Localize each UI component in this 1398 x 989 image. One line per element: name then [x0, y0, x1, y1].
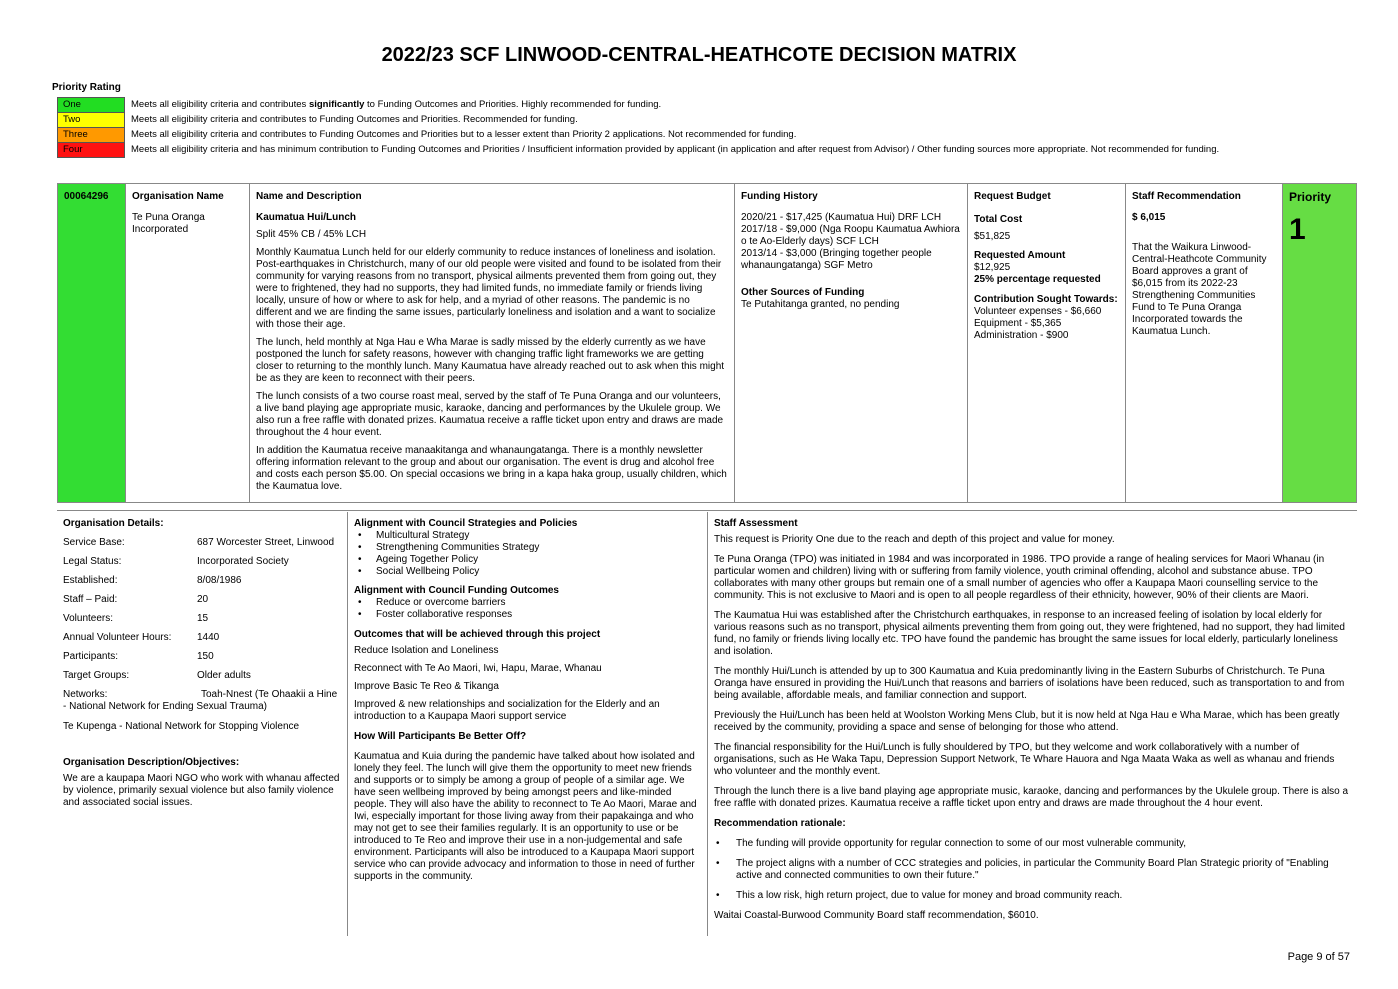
priority-rating-heading: Priority Rating [52, 82, 121, 93]
rationale-item: • This a low risk, high return project, due to value for money and broad community reach. [714, 890, 1351, 902]
description-paragraph: The lunch, held monthly at Nga Hau e Wha Marae is sadly missed by the elderly currently as we have postponed the lunch for safety reasons, however with changing traffic light frameworks we are getting closer to returning to the monthly lunch. Many Kaumatua have already reached out to ask when this might be as they are keen to reconnect with their peers. [256, 337, 725, 384]
staff-assessment-heading: Staff Assessment [714, 518, 798, 529]
outcomes-list [356, 597, 701, 621]
rationale-item: • The funding will provide opportunity for regular connection to some of our most vulnerable community, [714, 838, 1351, 850]
staff-amount: $ 6,015 [1132, 212, 1166, 223]
priority-description [125, 113, 1317, 128]
achieved-heading: Outcomes that will be achieved through this project [354, 629, 601, 640]
priority-column [1283, 184, 1356, 502]
outcome-item: • Foster collaborative responses [356, 609, 701, 621]
org-details-rows [63, 537, 341, 682]
alignment-column [348, 512, 708, 936]
page-title: 2022/23 SCF LINWOOD-CENTRAL-HEATHCOTE DECISION MATRIX [381, 44, 1017, 66]
contribution-item: Administration - $900 [974, 330, 1069, 341]
assessment-paragraph: Te Puna Oranga (TPO) was initiated in 1984 and was incorporated in 1986. TPO provide a range of healing services for Maori Whanau (in particular women and children) living with or suffering from family violence, youth criminal offending, alcohol and substance abuse. TPO collaborates with many other groups but remain one of a small number of agencies who offer a Kaupapa Maori counselling service to the community. This is not exclusive to Maori and is open to all people regardless of their ethnicity, however, 90% of their clients are Maori. [714, 554, 1325, 601]
objectives-text: We are a kaupapa Maori NGO who work with whanau affected by violence, primarily sexual violence but also family violence and associated social issues. [63, 773, 340, 808]
org-detail-value: 20 [197, 594, 209, 605]
assessment-paragraph: This request is Priority One due to the reach and depth of this project and value for money. [714, 534, 1115, 545]
outcome-item: • Reduce or overcome barriers [356, 597, 701, 609]
strategy-item: • Social Wellbeing Policy [356, 566, 701, 578]
priority-swatch: Two [58, 113, 125, 128]
priority-text: Meets all eligibility criteria and contributes to Funding Outcomes and Priorities. Recommended for funding. [131, 113, 578, 125]
strategies-heading: Alignment with Council Strategies and Policies [354, 518, 578, 529]
priority-text: Meets all eligibility criteria and has minimum contribution to Funding Outcomes and Priorities / Insufficient information provided by applicant (in application and after request from Advisor) / Other funding sources more appropriate. Not recommended for funding. [131, 143, 1220, 155]
contribution-label: Contribution Sought Towards: [974, 294, 1118, 305]
other-sources: Te Putahitanga granted, no pending [741, 299, 900, 310]
description-paragraphs [256, 247, 728, 493]
details-section [57, 512, 1357, 936]
contribution-item: Equipment - $5,365 [974, 318, 1062, 329]
org-detail-label: Annual Volunteer Hours: [63, 632, 172, 643]
request-budget-header: Request Budget [974, 191, 1051, 202]
networks-value-1: Toah-Nnest (Te Ohaakii a Hine - National Network for Ending Sexual Trauma) [63, 689, 338, 712]
percentage-requested: 25% percentage requested [974, 274, 1101, 285]
better-off-heading: How Will Participants Be Better Off? [354, 731, 527, 742]
assessment-paragraph: Previously the Hui/Lunch has been held at Woolston Working Mens Club, but it is now held at Nga Hau e Wha Marae, which has been greatly received by the community, providing a space and sense of belonging for those who attend. [714, 710, 1340, 733]
staff-assessment-column [708, 512, 1357, 936]
strategy-item: • Multicultural Strategy [356, 530, 701, 542]
priority-description [125, 128, 1317, 143]
assessment-paragraph: The Kaumatua Hui was established after the Christchurch earthquakes, in response to an increased feeling of isolation by local elderly for various reasons such as no transport, physical ailments preventing them from going out, they were frightened, had no support, they had limited fund, no family or friends living locally etc. TPO have found the pandemic has brought the same issues for local elderly, particularly loneliness and isolation. [714, 610, 1345, 657]
achieved-item: Improve Basic Te Reo & Tikanga [354, 681, 499, 692]
requested-amount-label: Requested Amount [974, 250, 1066, 261]
org-detail-label: Established: [63, 575, 118, 586]
description-paragraph: The lunch consists of a two course roast meal, served by the staff of Te Puna Oranga and our volunteers, a live band playing age appropriate music, karaoke, dancing and performances by the Ukulele group. We also run a free raffle with donated prizes. Kaumatua receive a raffle ticket upon entry and draws are made throughout the 4 hour event. [256, 391, 724, 438]
priority-emphasis: significantly [308, 98, 365, 110]
networks-label: Networks: [63, 689, 108, 700]
priority-rating-row [58, 128, 1317, 143]
staff-recommendation-header: Staff Recommendation [1132, 191, 1241, 202]
funding-history-list [741, 212, 961, 272]
section-divider [57, 510, 1357, 511]
request-budget-column [968, 184, 1126, 502]
priority-text: Meets all eligibility criteria and contributes [131, 98, 309, 110]
achieved-item: Reduce Isolation and Loneliness [354, 645, 499, 656]
page-number: Page 9 of 57 [1287, 951, 1350, 963]
organisation-column [126, 184, 250, 502]
org-name: Te Puna Oranga Incorporated [132, 212, 205, 235]
staff-recommendation-column [1126, 184, 1283, 502]
requested-amount: $12,925 [974, 262, 1011, 273]
strategy-item: • Strengthening Communities Strategy [356, 542, 701, 554]
priority-swatch: Three [58, 128, 125, 143]
priority-value: 1 [1289, 213, 1306, 246]
better-off-text: Kaumatua and Kuia during the pandemic have talked about how isolated and lonely they feel. The lunch will give them the opportunity to meet new friends and supports or to simply be among a group of people of a similar age. We have seen wellbeing improved by being amongst peers and like-minded people. They will also have the ability to reconnect to Te Ao Maori, Marae and Iwi, especially important for those living away from their papakainga and who may not get to see their families regularly. It is an opportunity to use or be introduced to Te Reo and improve their use in a non-judgemental and safe environment. Participants will also be introduced to a Kaupapa Maori support service who can provide advocacy and information to those in need of further supports in the community. [354, 751, 697, 882]
priority-text-tail: to Funding Outcomes and Priorities. Highly recommended for funding. [364, 98, 662, 110]
funding-history-item: 2020/21 - $17,425 (Kaumatua Hui) DRF LCH [741, 212, 942, 223]
org-detail-row [63, 651, 341, 663]
description-paragraph: In addition the Kaumatua receive manaakitanga and whanaungatanga. There is a monthly newsletter offering information relevant to the group and about our organisation. The event is drug and alcohol free and costs each person $5.00. On special occasions we bring in a kapa haka group, usually children, which the Kaumatua love. [256, 445, 727, 492]
priority-label: Priority [1289, 190, 1332, 204]
strategies-list [356, 530, 701, 578]
priority-rating-row [58, 98, 1317, 113]
assessment-paragraph: The financial responsibility for the Hui/Lunch is fully shouldered by TPO, but they welcome and work collaboratively with a number of organisations, such as He Waka Tapu, Depression Support Network, Te Whare Hauora and Nga Maata Waka as well as whanau and friends who volunteer and the monthly event. [714, 742, 1335, 777]
application-box [57, 183, 1357, 503]
other-sources-header: Other Sources of Funding [741, 287, 865, 298]
assessment-paragraph: Through the lunch there is a live band playing age appropriate music, karaoke, dancing and performances by the Ukulele group. There is also a free raffle with donated prizes. Kaumatua receive a raffle ticket upon entry and draws are made throughout the 4 hour event. [714, 786, 1349, 809]
priority-text: Meets all eligibility criteria and contributes to Funding Outcomes and Priorities but to a lesser extent than Priority 2 applications. Not recommended for funding. [131, 128, 797, 140]
description-column [250, 184, 735, 502]
objectives-heading: Organisation Description/Objectives: [63, 757, 240, 768]
organisation-details-column [57, 512, 348, 936]
org-detail-value: Older adults [197, 670, 251, 681]
funding-history-column [735, 184, 968, 502]
priority-swatch: One [58, 98, 125, 113]
strategy-item: • Ageing Together Policy [356, 554, 701, 566]
org-detail-label: Participants: [63, 651, 119, 662]
project-name: Kaumatua Hui/Lunch [256, 212, 357, 223]
org-details-heading: Organisation Details: [63, 518, 164, 529]
org-detail-value: 150 [197, 651, 214, 662]
org-detail-label: Target Groups: [63, 670, 130, 681]
rationale-heading: Recommendation rationale: [714, 818, 846, 829]
rationale-item: • The project aligns with a number of CCC strategies and policies, in particular the Community Board Plan Strategic priority of "Enabling active and connected communities to own their future." [714, 858, 1351, 882]
priority-description [125, 143, 1317, 158]
achieved-list [354, 645, 701, 723]
priority-swatch: Four [58, 143, 125, 158]
org-detail-value: Incorporated Society [197, 556, 289, 567]
funding-history-header: Funding History [741, 191, 818, 202]
org-detail-label: Staff – Paid: [63, 594, 118, 605]
org-detail-value: 687 Worcester Street, Linwood [197, 537, 335, 548]
funding-history-item: 2013/14 - $3,000 (Bringing together people whanaungatanga) SGF Metro [741, 248, 932, 271]
staff-recommendation-text: That the Waikura Linwood-Central-Heathcote Community Board approves a grant of $6,015 from its 2022-23 Strengthening Communities Fund to Te Puna Oranga Incorporated towards the Kaumatua Lunch. [1132, 242, 1267, 337]
assessment-paragraph: The monthly Hui/Lunch is attended by up to 300 Kaumatua and Kuia predominantly living in the Eastern Suburbs of Christchurch. Te Puna Oranga have ensured in providing the Hui/Lunch that reasons and barriers of isolations have been reduced, such as transportation to and from being available, affordable meals, and familiar connection and support. [714, 666, 1345, 701]
assessment-footer: Waitai Coastal-Burwood Community Board staff recommendation, $6010. [714, 910, 1039, 921]
description-header: Name and Description [256, 191, 362, 202]
networks-value-2: Te Kupenga - National Network for Stopping Violence [63, 721, 300, 732]
achieved-item: Improved & new relationships and socialization for the Elderly and an introduction to a Kaupapa Maori support service [354, 699, 660, 722]
org-detail-row [63, 670, 341, 682]
org-detail-row [63, 556, 341, 568]
application-id: 00064296 [58, 184, 126, 502]
priority-rating-row [58, 143, 1317, 158]
org-detail-label: Service Base: [63, 537, 125, 548]
contribution-item: Volunteer expenses - $6,660 [974, 306, 1102, 317]
priority-rating-row [58, 113, 1317, 128]
rationale-list [714, 838, 1351, 902]
org-detail-row [63, 575, 341, 587]
funding-history-item: 2017/18 - $9,000 (Nga Roopu Kaumatua Awhiora o te Ao-Elderly days) SCF LCH [741, 224, 960, 247]
org-detail-value: 1440 [197, 632, 220, 643]
org-detail-value: 8/08/1986 [197, 575, 242, 586]
org-detail-row [63, 613, 341, 625]
org-detail-row [63, 632, 341, 644]
total-cost: $51,825 [974, 231, 1011, 242]
org-detail-label: Volunteers: [63, 613, 114, 624]
org-detail-value: 15 [197, 613, 209, 624]
org-detail-row [63, 537, 341, 549]
description-paragraph: Monthly Kaumatua Lunch held for our elderly community to reduce instances of loneliness and isolation. Post-earthquakes in Christchurch, many of our old people were visited and found to be isolated from their community for varying reasons from no transport, physical ailments prevented them from going out, they were to frightened, they had no supports, they had limited funds, no immediate family or friends living locally, unsure of how or where to ask for help, and a myriad of other reasons. The pandemic is no different and we are finding the same issues, particularly loneliness and isolation and a want to socialize with those their age. [256, 247, 722, 330]
funding-split: Split 45% CB / 45% LCH [256, 229, 367, 240]
priority-description [125, 98, 1317, 113]
org-name-header: Organisation Name [132, 191, 224, 202]
contribution-list [974, 306, 1119, 342]
assessment-paragraphs [714, 534, 1351, 810]
total-cost-label: Total Cost [974, 214, 1023, 225]
outcomes-heading: Alignment with Council Funding Outcomes [354, 585, 559, 596]
achieved-item: Reconnect with Te Ao Maori, Iwi, Hapu, Marae, Whanau [354, 663, 602, 674]
org-detail-row [63, 594, 341, 606]
org-detail-label: Legal Status: [63, 556, 122, 567]
priority-rating-table [57, 97, 1317, 158]
